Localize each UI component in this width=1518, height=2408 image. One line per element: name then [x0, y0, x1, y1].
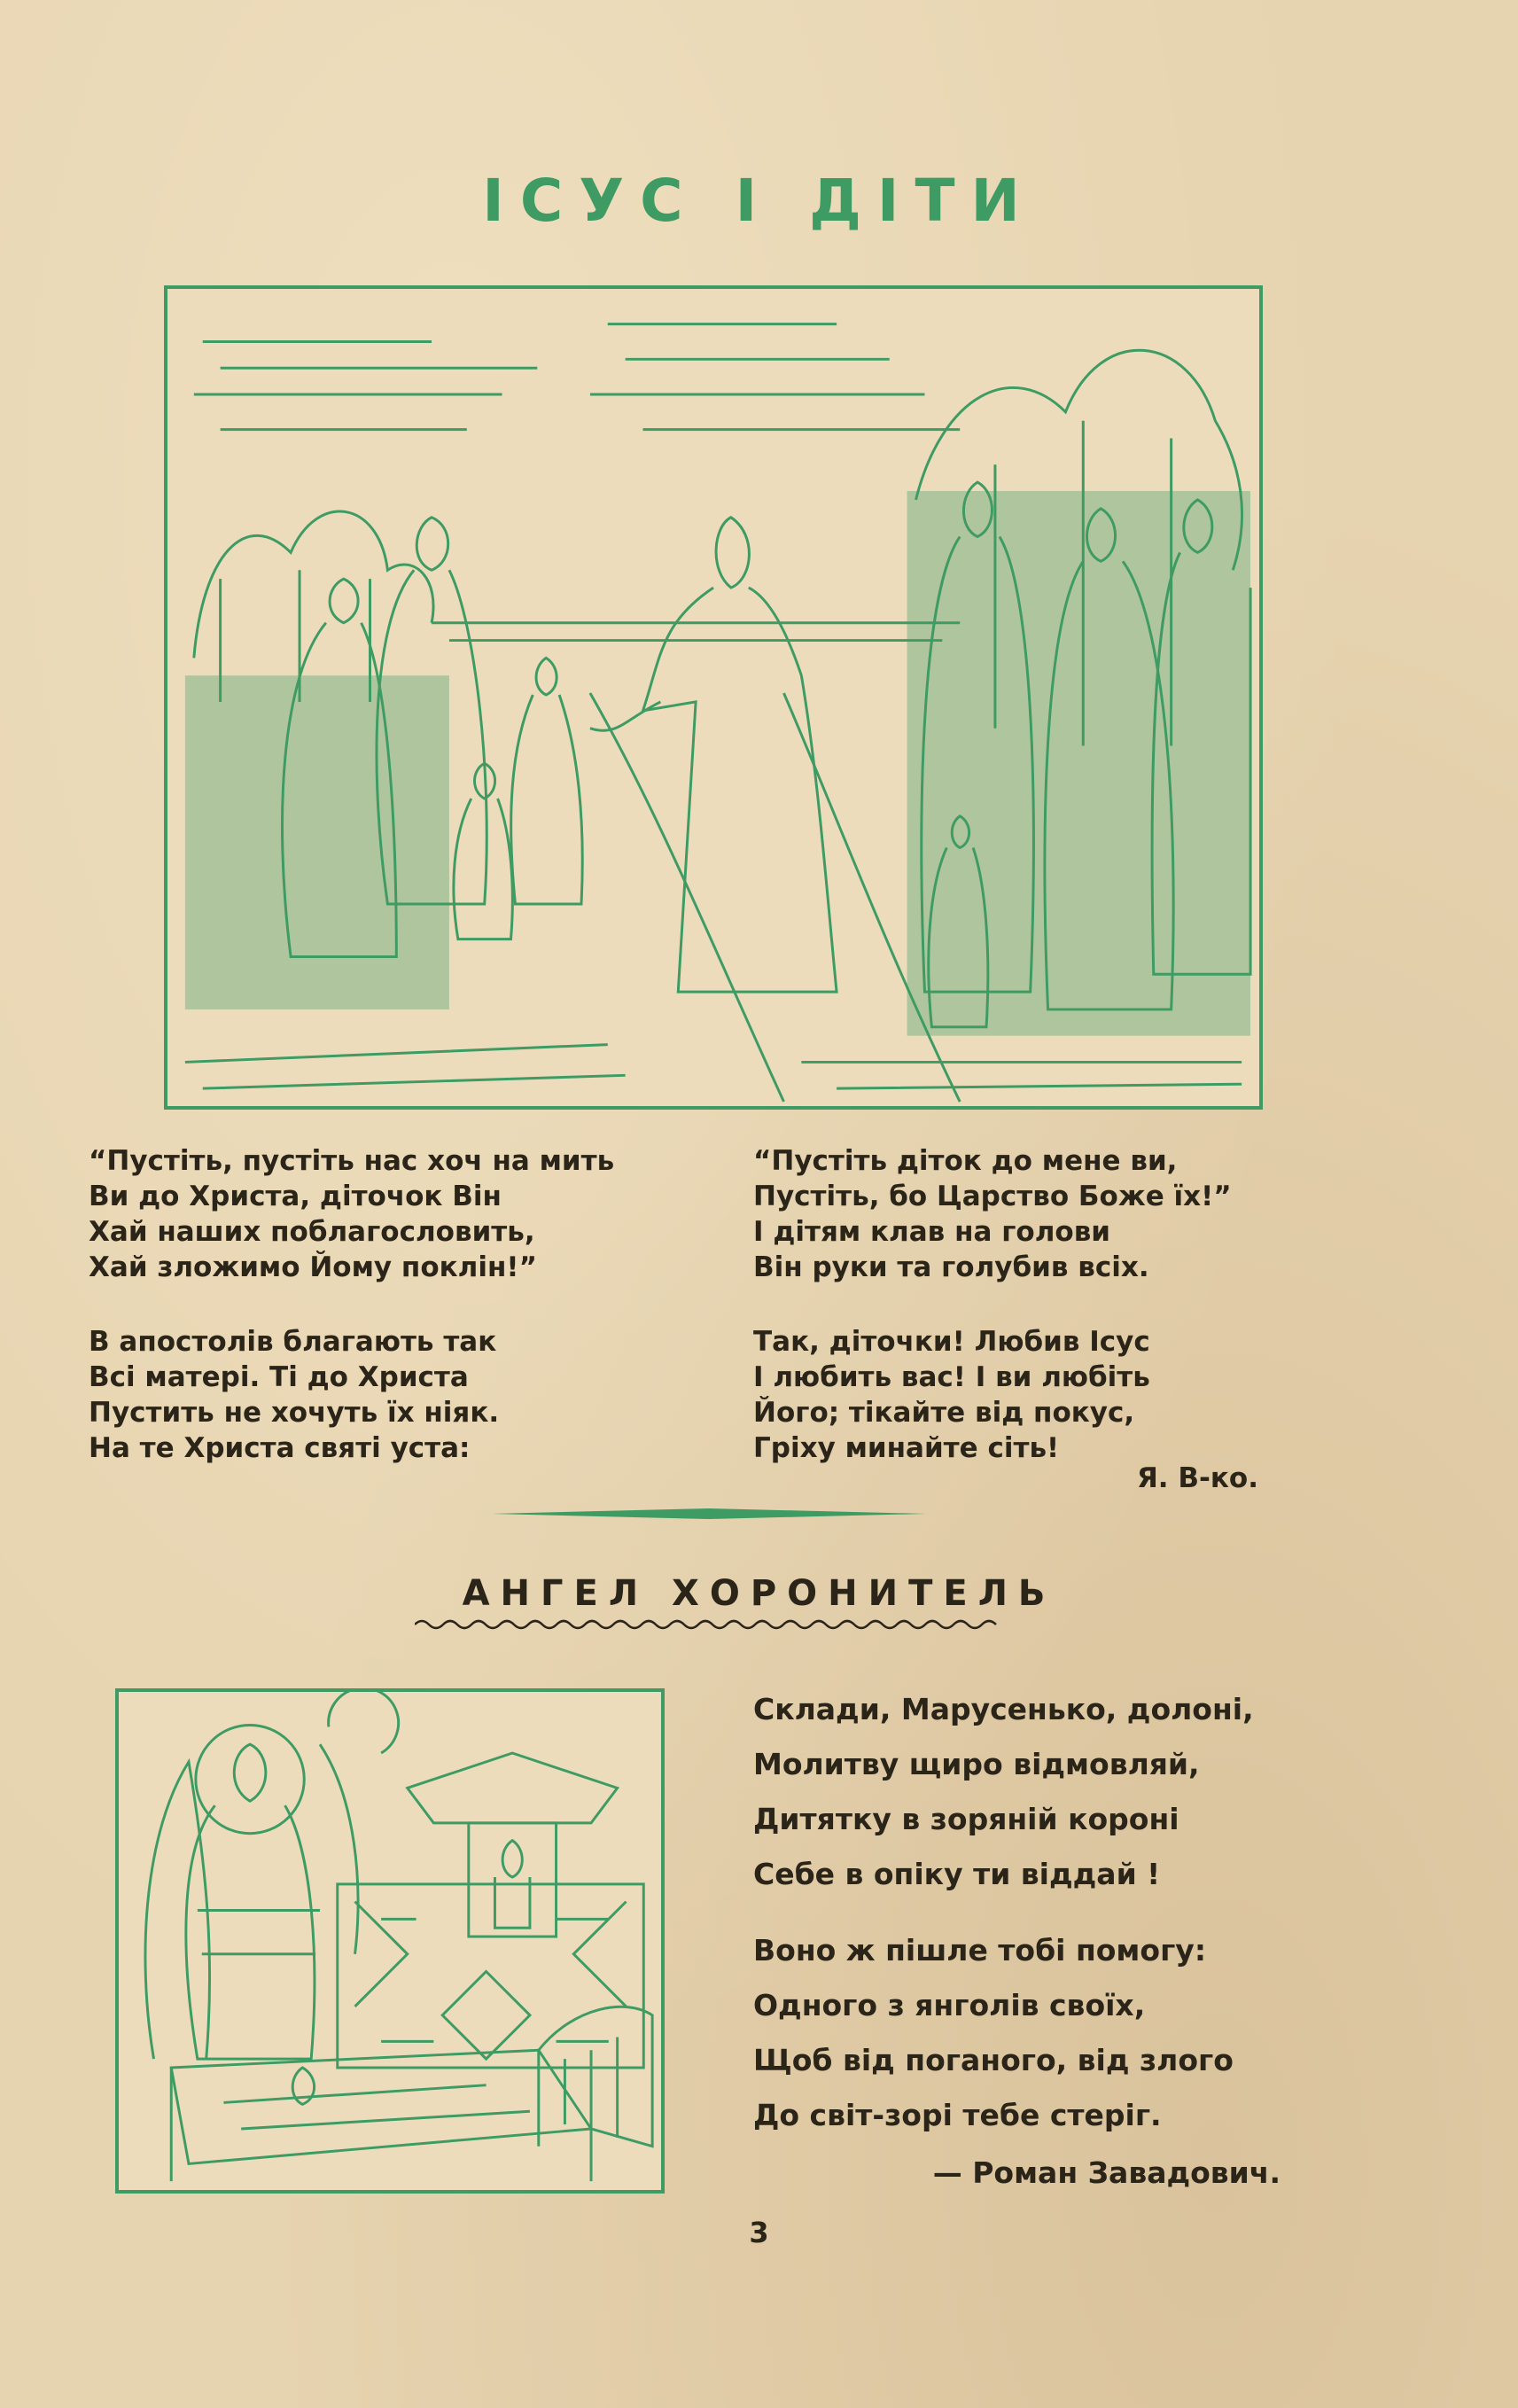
poem-line: Склади, Марусенько, долоні, [753, 1692, 1254, 1726]
poem-line: Молитву щиро відмовляй, [753, 1747, 1200, 1781]
page-number: 3 [749, 2216, 769, 2249]
poem-line: Його; тікайте від покус, [753, 1397, 1135, 1429]
poem-line: Гріху минайте сіть! [753, 1432, 1060, 1464]
poem-line: Одного з янголів своїх, [753, 1988, 1146, 2022]
poem-line: “Пустіть, пустіть нас хоч на мить [89, 1145, 615, 1177]
poem-line: Хай зложимо Йому поклін!” [89, 1251, 537, 1283]
poem-line: Всі матері. Ті до Христа [89, 1361, 469, 1393]
poem-line: І дітям клав на голови [753, 1216, 1111, 1248]
poem-line: Пустить не хочуть їх ніяк. [89, 1397, 500, 1429]
poem-line: Пустіть, бо Царство Боже їх!” [753, 1181, 1232, 1212]
poem-line: Воно ж пішле тобі помогу: [753, 1933, 1207, 1968]
illustration-guardian-angel [115, 1688, 665, 2194]
poem-line: В апостолів благають так [89, 1326, 497, 1358]
section2-title: АНГЕЛ ХОРОНИТЕЛЬ [462, 1573, 1056, 1614]
page-title: ІСУС І ДІТИ [482, 167, 1036, 235]
poem1-signature: Я. В-ко. [1136, 1462, 1258, 1494]
poem2 [753, 1682, 1254, 2143]
poem-line: Ви до Христа, діточок Він [89, 1181, 502, 1212]
poem-line: Так, діточки! Любив Ісус [753, 1326, 1150, 1358]
poem2-signature: — Роман Завадович. [932, 2155, 1281, 2190]
poem-line: Щоб від поганого, від злого [753, 2043, 1234, 2077]
engraving-guardian-angel [119, 1692, 661, 2190]
section-divider [492, 1505, 926, 1523]
poem-line: “Пустіть діток до мене ви, [753, 1145, 1178, 1177]
poem-line: До світ-зорі тебе стеріг. [753, 2098, 1162, 2132]
poem1-right-column [753, 1143, 1232, 1466]
poem-line: Він руки та голубив всіх. [753, 1251, 1149, 1283]
poem-line: На те Христа святі уста: [89, 1432, 471, 1464]
poem-line: Хай наших поблагословить, [89, 1216, 535, 1248]
poem-line: Дитятку в зоряній короні [753, 1802, 1179, 1836]
poem1-left-column [89, 1143, 614, 1466]
engraving-jesus-children [167, 289, 1259, 1106]
poem-line: Себе в опіку ти віддай ! [753, 1857, 1161, 1891]
title-underline-wave [415, 1615, 1000, 1634]
illustration-jesus-and-children [164, 285, 1263, 1110]
poem-line: І любить вас! І ви любіть [753, 1361, 1150, 1393]
